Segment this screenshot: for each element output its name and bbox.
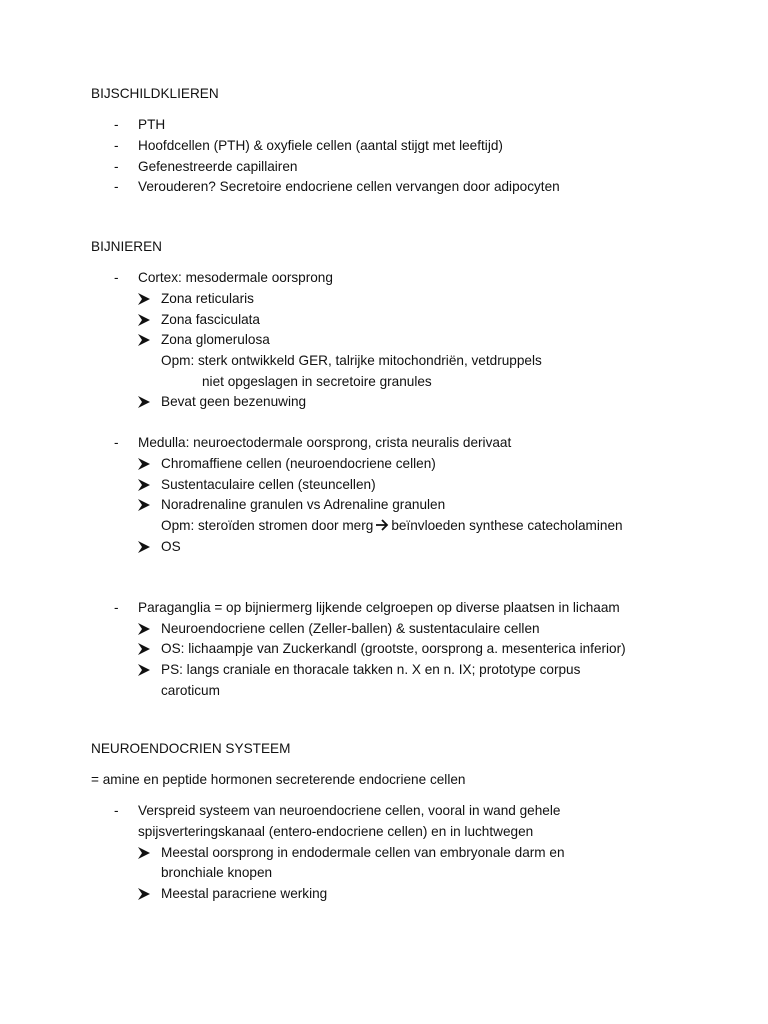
list-item: Verouderen? Secretoire endocriene cellen vervangen door adipocyten — [138, 179, 560, 194]
arrowhead-bullet-icon — [137, 313, 151, 327]
list-item: PTH — [138, 117, 166, 132]
list-item: Verspreid systeem van neuroendocriene cellen, vooral in wand gehele — [138, 803, 561, 818]
sub-list-item: Chromaffiene cellen (neuroendocriene cellen) — [161, 456, 436, 471]
dash-bullet: - — [114, 117, 119, 132]
arrowhead-bullet-icon — [137, 642, 151, 656]
arrowhead-bullet-icon — [137, 457, 151, 471]
section-title-neuroendocrien-systeem: NEUROENDOCRIEN SYSTEEM — [91, 741, 291, 756]
note-text-before: Opm: steroïden stromen door merg — [161, 518, 374, 533]
dash-bullet: - — [114, 159, 119, 174]
sub-list-item: Zona glomerulosa — [161, 332, 270, 347]
intro-paragraph: = amine en peptide hormonen secreterende endocriene cellen — [91, 772, 466, 787]
note-text-after: beïnvloeden synthese catecholaminen — [391, 518, 623, 533]
arrowhead-bullet-icon — [137, 333, 151, 347]
sub-list-item: Bevat geen bezenuwing — [161, 394, 307, 409]
sub-list-item: Meestal oorsprong in endodermale cellen van embryonale darm en — [161, 845, 565, 860]
dash-bullet: - — [114, 138, 119, 153]
sub-list-item: OS: lichaampje van Zuckerkandl (grootste, oorsprong a. mesenterica inferior) — [161, 641, 626, 656]
list-item-continued: spijsverteringskanaal (entero-endocriene cellen) en in luchtwegen — [138, 824, 534, 839]
sub-list-item: PS: langs craniale en thoracale takken n. X en n. IX; prototype corpus — [161, 662, 581, 677]
arrowhead-bullet-icon — [137, 395, 151, 409]
dash-bullet: - — [114, 179, 119, 194]
dash-bullet: - — [114, 435, 119, 450]
list-item: Gefenestreerde capillairen — [138, 159, 298, 174]
arrowhead-bullet-icon — [137, 478, 151, 492]
dash-bullet: - — [114, 270, 119, 285]
sub-list-item: Neuroendocriene cellen (Zeller-ballen) & sustentaculaire cellen — [161, 621, 540, 636]
dash-bullet: - — [114, 803, 119, 818]
arrowhead-bullet-icon — [137, 540, 151, 554]
arrowhead-bullet-icon — [137, 292, 151, 306]
arrowhead-bullet-icon — [137, 622, 151, 636]
dash-bullet: - — [114, 600, 119, 615]
section-title-bijschildklieren: BIJSCHILDKLIEREN — [91, 86, 219, 101]
arrowhead-bullet-icon — [137, 498, 151, 512]
list-item: Hoofdcellen (PTH) & oxyfiele cellen (aantal stijgt met leeftijd) — [138, 138, 503, 153]
section-title-bijnieren: BIJNIEREN — [91, 239, 163, 254]
sub-list-item: Noradrenaline granulen vs Adrenaline granulen — [161, 497, 446, 512]
arrowhead-bullet-icon — [137, 846, 151, 860]
sub-list-item-continued: caroticum — [161, 683, 220, 698]
sub-list-item: Meestal paracriene werking — [161, 886, 328, 901]
sub-list-item: Zona fasciculata — [161, 312, 260, 327]
note-text — [161, 516, 623, 537]
note-text-continued: niet opgeslagen in secretoire granules — [202, 374, 432, 389]
arrowhead-bullet-icon — [137, 663, 151, 677]
right-arrow-icon — [375, 519, 389, 531]
sub-list-item: Sustentaculaire cellen (steuncellen) — [161, 477, 376, 492]
note-text: Opm: sterk ontwikkeld GER, talrijke mitochondriën, vetdruppels — [161, 353, 542, 368]
sub-list-item: OS — [161, 539, 181, 554]
list-item-cortex: Cortex: mesodermale oorsprong — [138, 270, 333, 285]
sub-list-item: Zona reticularis — [161, 291, 254, 306]
list-item-medulla: Medulla: neuroectodermale oorsprong, crista neuralis derivaat — [138, 435, 512, 450]
arrowhead-bullet-icon — [137, 887, 151, 901]
list-item-paraganglia: Paraganglia = op bijniermerg lijkende celgroepen op diverse plaatsen in lichaam — [138, 600, 620, 615]
sub-list-item-continued: bronchiale knopen — [161, 865, 273, 880]
